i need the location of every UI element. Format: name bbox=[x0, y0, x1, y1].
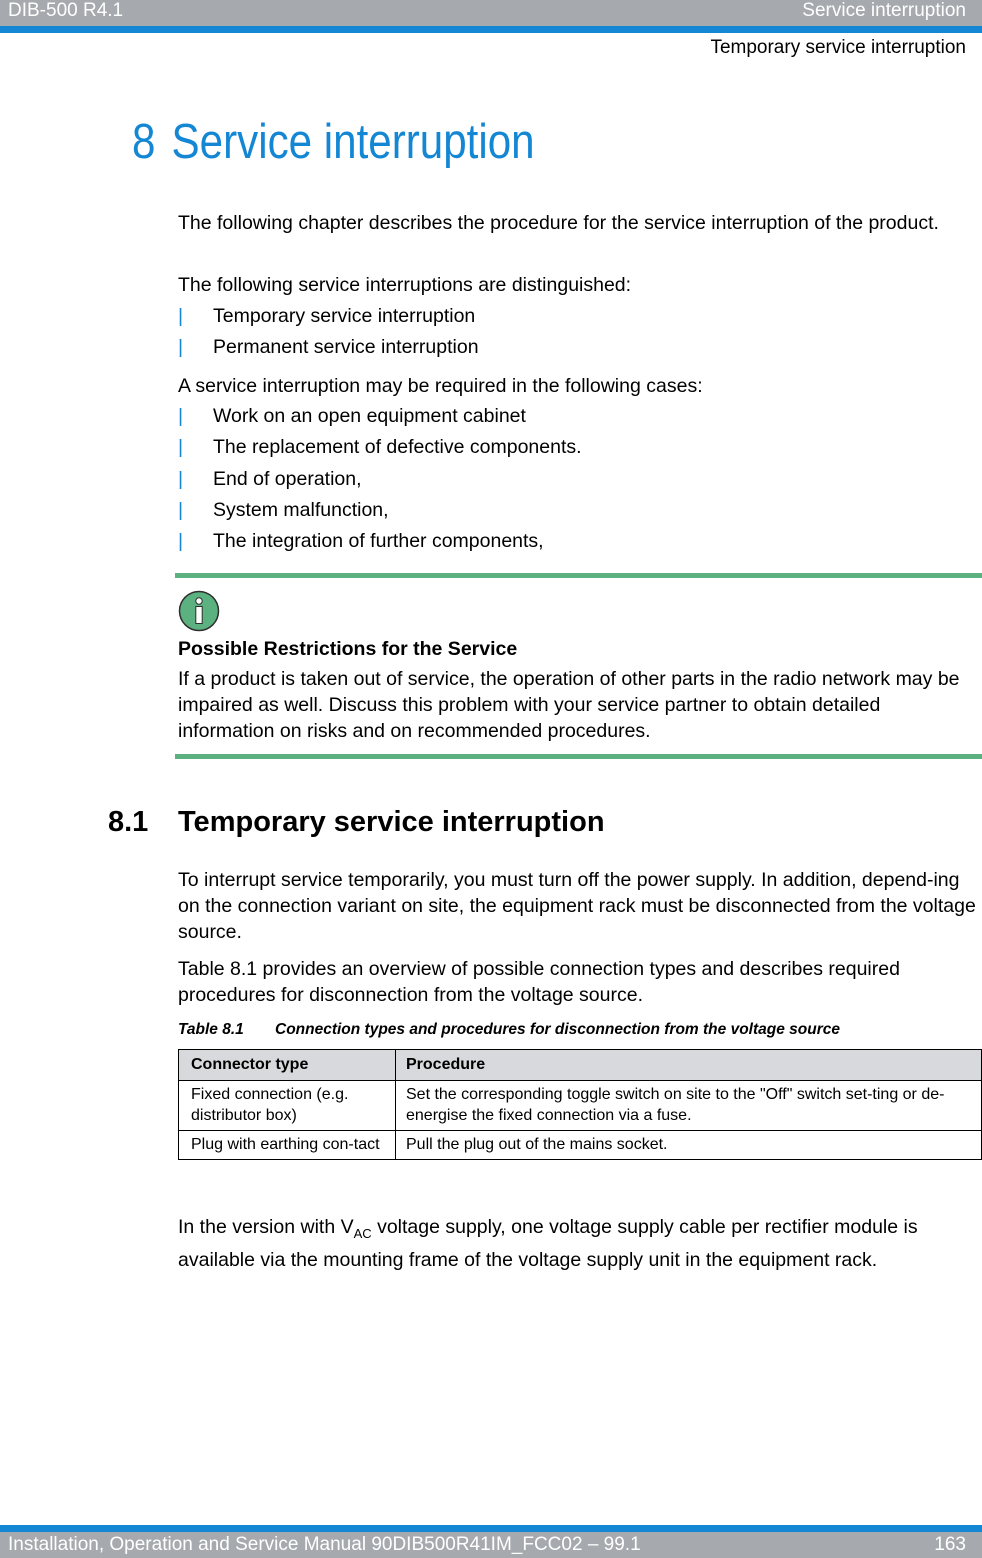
section-title: Temporary service interruption bbox=[178, 806, 605, 838]
column-header-procedure: Procedure bbox=[396, 1050, 982, 1081]
section-number: 8.1 bbox=[108, 806, 149, 838]
table-caption-text: Connection types and procedures for disconnection from the voltage source bbox=[275, 1021, 840, 1038]
page-number: 163 bbox=[934, 1534, 966, 1555]
section-paragraph-1: To interrupt service temporarily, you must turn off the power supply. In addition, depend-ing on the connection variant on site, the equipment rack must be disconnected from the voltage source. bbox=[178, 869, 976, 943]
bullet-marker: | bbox=[178, 336, 184, 358]
bullet-marker: | bbox=[178, 530, 184, 552]
connection-table bbox=[178, 1049, 982, 1160]
note-bottom-rule bbox=[175, 754, 982, 759]
table-row bbox=[179, 1131, 982, 1160]
bullet-marker: | bbox=[178, 499, 184, 521]
section-heading bbox=[108, 802, 605, 842]
table-header-row bbox=[179, 1050, 982, 1081]
chapter-title bbox=[132, 112, 535, 172]
intro-paragraph-1: The following chapter describes the procedure for the service interruption of the product. bbox=[178, 212, 939, 234]
header-section-name: Temporary service interruption bbox=[710, 37, 966, 58]
header-chapter-name: Service interruption bbox=[802, 0, 966, 21]
header-doc-id: DIB-500 R4.1 bbox=[8, 0, 124, 21]
bullet-marker: | bbox=[178, 305, 184, 327]
chapter-number: 8 bbox=[132, 115, 156, 169]
header-bar bbox=[0, 0, 982, 26]
footer-bar bbox=[0, 1532, 982, 1558]
intro-paragraph-3: A service interruption may be required in the following cases: bbox=[178, 375, 703, 397]
header-accent-line bbox=[0, 26, 982, 33]
table-label: Table 8.1 bbox=[178, 1021, 244, 1038]
footer-accent-line bbox=[0, 1525, 982, 1532]
subscript-ac: AC bbox=[353, 1225, 372, 1241]
table-cell-procedure: Pull the plug out of the mains socket. bbox=[396, 1131, 982, 1160]
table-cell-connector: Fixed connection (e.g. distributor box) bbox=[179, 1081, 396, 1131]
note-title: Possible Restrictions for the Service bbox=[178, 638, 518, 660]
section-paragraph-2: Table 8.1 provides an overview of possible connection types and describes required procedures for disconnection from the voltage source. bbox=[178, 958, 900, 1006]
intro-paragraph-2: The following service interruptions are distinguished: bbox=[178, 274, 632, 296]
bullet-marker: | bbox=[178, 436, 184, 458]
note-body: If a product is taken out of service, the operation of other parts in the radio network may be impaired as well. Discuss this problem with your service partner to obtain detailed information on risks and on recommended procedures. bbox=[178, 668, 960, 742]
table-caption bbox=[178, 1021, 840, 1039]
bullet-marker: | bbox=[178, 405, 184, 427]
column-header-connector-type: Connector type bbox=[179, 1050, 396, 1081]
section-paragraph-3: In the version with $V_{AC}$ voltage supply, one voltage supply cable per rectifier module is available via the mounting frame of the voltage supply unit in the equipment rack. bbox=[178, 1216, 918, 1271]
footer-manual-id: Installation, Operation and Service Manual 90DIB500R41IM_FCC02 – 99.1 bbox=[8, 1534, 641, 1555]
table-row bbox=[179, 1081, 982, 1131]
table-cell-procedure: Set the corresponding toggle switch on site to the "Off" switch set-ting or de-energise the fixed connection via a fuse. bbox=[396, 1081, 982, 1131]
chapter-title-text: Service interruption bbox=[171, 115, 535, 169]
table-cell-connector: Plug with earthing con-tact bbox=[179, 1131, 396, 1160]
bullet-marker: | bbox=[178, 468, 184, 490]
note-top-rule bbox=[175, 573, 982, 578]
info-icon bbox=[178, 590, 220, 632]
